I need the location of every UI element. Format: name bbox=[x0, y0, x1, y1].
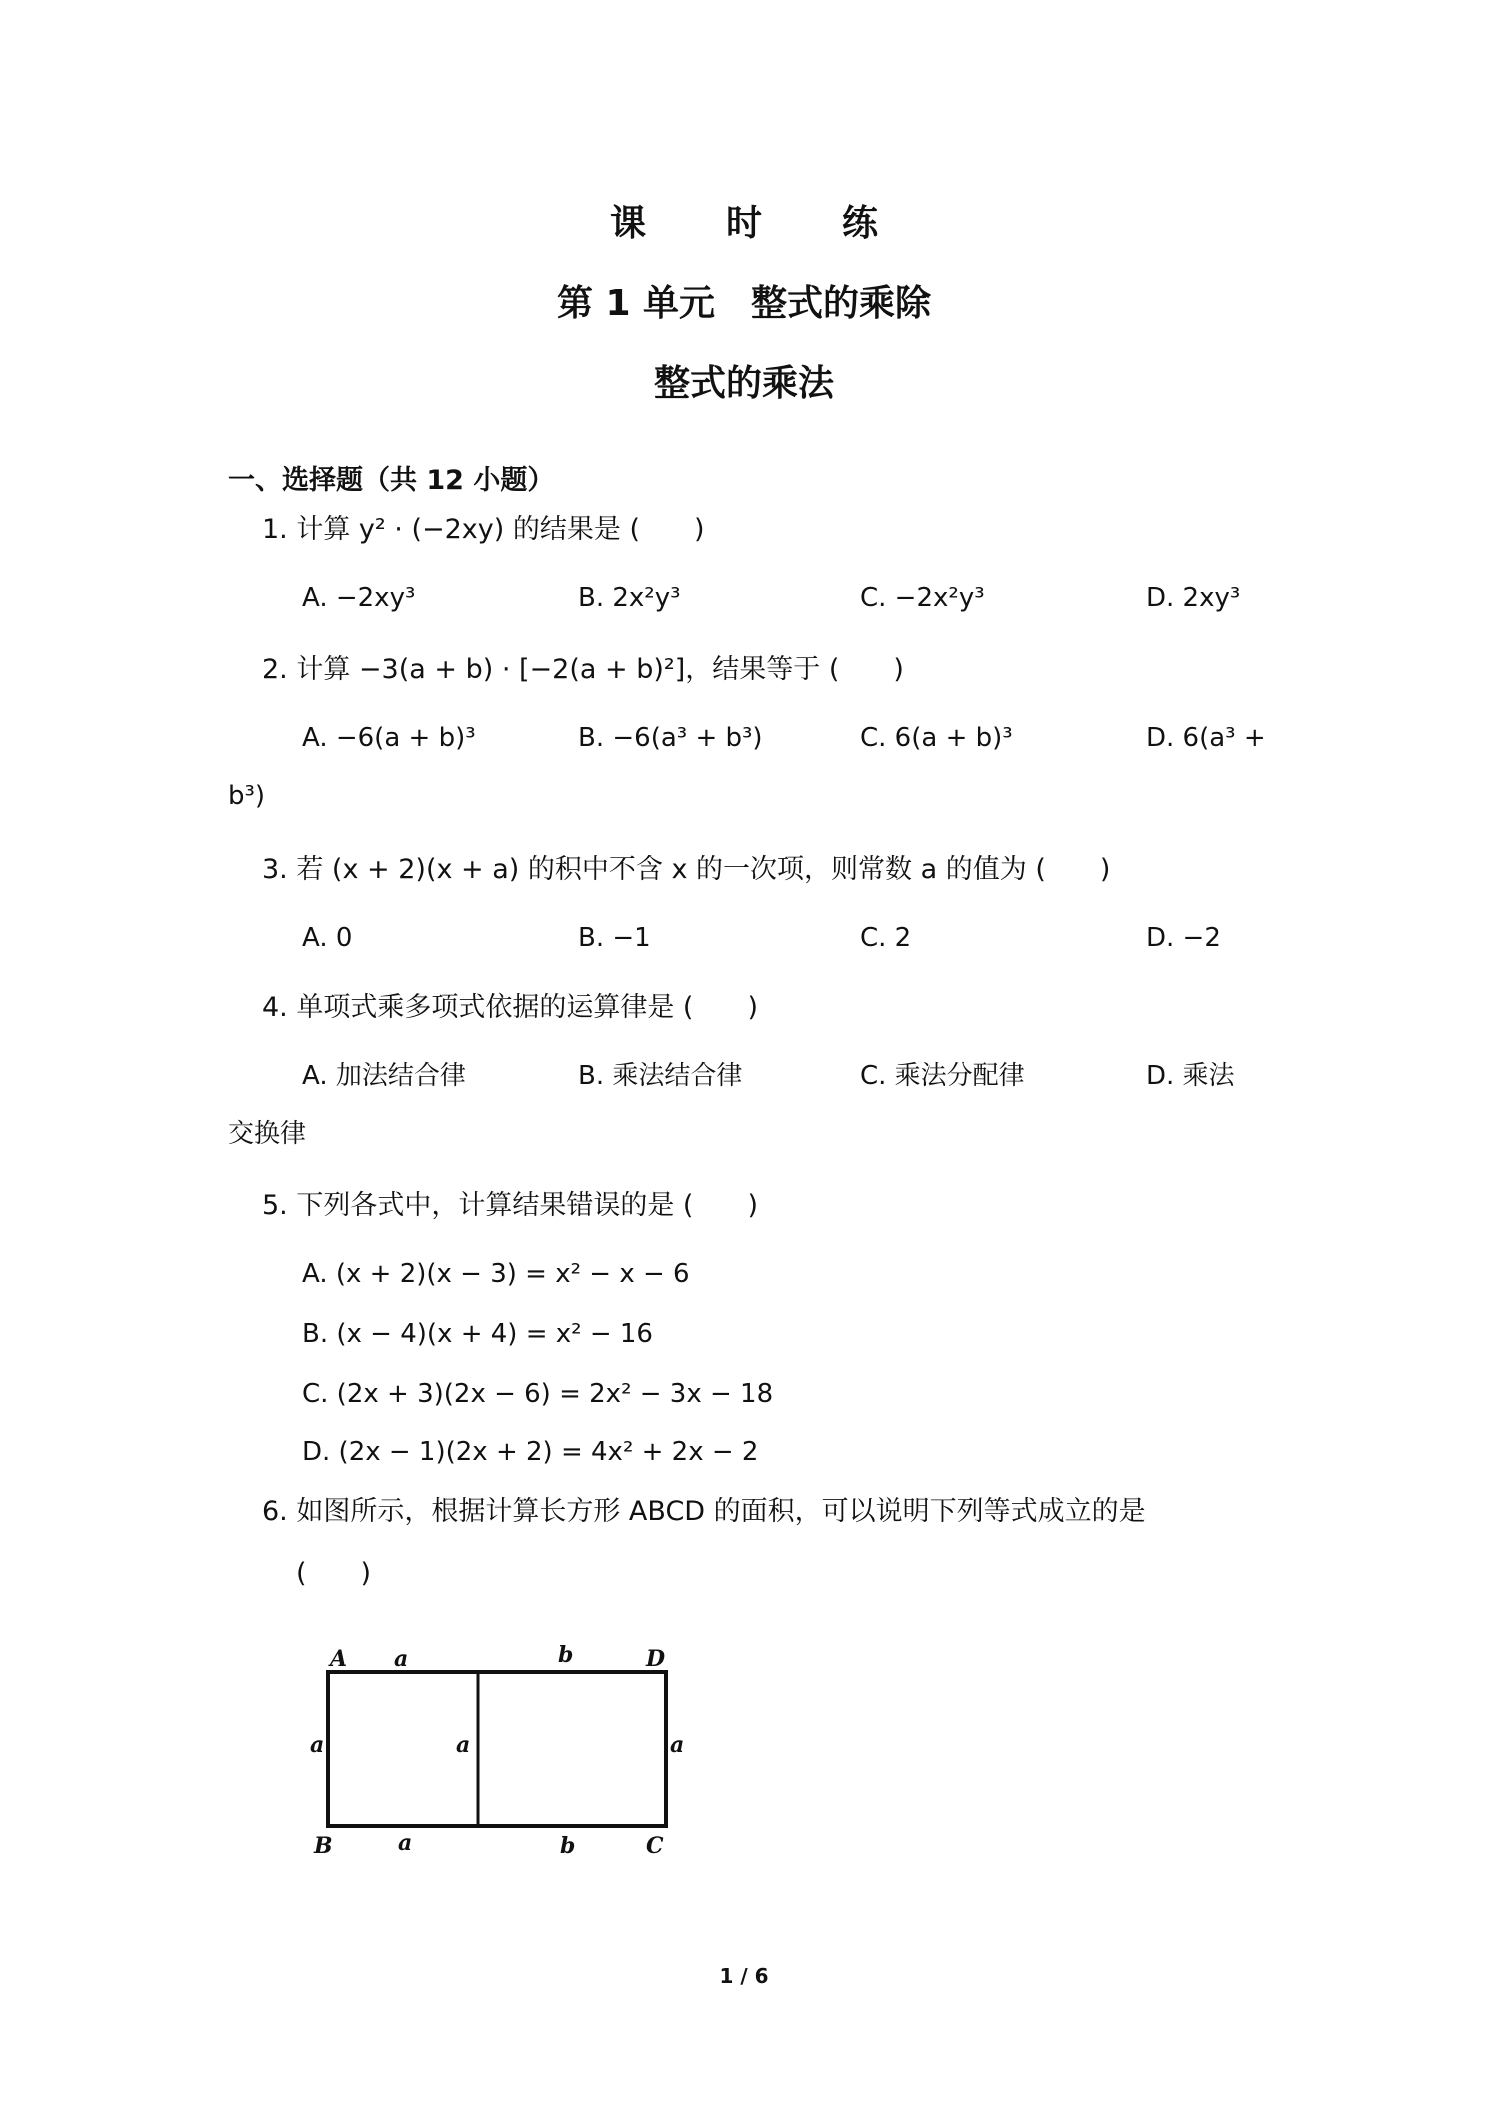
question-2-stem: 2. 计算 −3(a + b) · [−2(a + b)²]，结果等于 ( ) bbox=[262, 654, 904, 685]
question-2-option-b: B. −6(a³ + b³) bbox=[578, 723, 763, 753]
top-a-label: a bbox=[394, 1646, 409, 1672]
bottom-b-label: b bbox=[560, 1833, 576, 1859]
outer-rectangle bbox=[328, 1672, 666, 1826]
right-a-label: a bbox=[670, 1732, 685, 1758]
lesson-title: 整式的乘法 bbox=[653, 363, 834, 404]
question-5-option-c: C. (2x + 3)(2x − 6) = 2x² − 3x − 18 bbox=[302, 1379, 774, 1409]
mid-a-label: a bbox=[456, 1732, 471, 1758]
question-3-option-c: C. 2 bbox=[860, 923, 912, 953]
left-a-label: a bbox=[310, 1732, 325, 1758]
question-5-option-d: D. (2x − 1)(2x + 2) = 4x² + 2x − 2 bbox=[302, 1437, 759, 1467]
question-5-option-a: A. (x + 2)(x − 3) = x² − x − 6 bbox=[302, 1259, 690, 1289]
rectangle-abcd-figure bbox=[300, 1628, 700, 1872]
question-1-option-a: A. −2xy³ bbox=[302, 583, 416, 613]
question-3-option-a: A. 0 bbox=[302, 923, 353, 953]
corner-a-label: A bbox=[330, 1646, 348, 1672]
question-3-option-b: B. −1 bbox=[578, 923, 651, 953]
question-1-option-b: B. 2x²y³ bbox=[578, 583, 681, 613]
question-4-option-d: D. 乘法 bbox=[1146, 1061, 1235, 1091]
question-4-option-a: A. 加法结合律 bbox=[302, 1061, 466, 1091]
question-4-stem: 4. 单项式乘多项式依据的运算律是 ( ) bbox=[262, 992, 758, 1023]
corner-c-label: C bbox=[646, 1833, 664, 1859]
question-1-stem: 1. 计算 y² · (−2xy) 的结果是 ( ) bbox=[262, 514, 705, 545]
unit-title: 第 1 单元 整式的乘除 bbox=[556, 283, 932, 324]
doc-title: 课 时 练 bbox=[609, 203, 900, 244]
question-1-option-d: D. 2xy³ bbox=[1146, 583, 1241, 613]
question-4-option-d-wrap: 交换律 bbox=[228, 1119, 307, 1149]
question-2-option-d-wrap: b³) bbox=[228, 781, 266, 811]
question-5-stem: 5. 下列各式中，计算结果错误的是 ( ) bbox=[262, 1190, 758, 1221]
top-b-label: b bbox=[558, 1642, 574, 1668]
question-2-option-d: D. 6(a³ + bbox=[1146, 723, 1266, 753]
section-heading: 一、选择题（共 12 小题） bbox=[228, 465, 555, 496]
question-6-answer-blank: ( ) bbox=[296, 1558, 372, 1589]
rectangle-diagram bbox=[300, 1628, 700, 1868]
bottom-a-label: a bbox=[398, 1830, 413, 1856]
question-3-stem: 3. 若 (x + 2)(x + a) 的积中不含 x 的一次项，则常数 a 的值为 ( ) bbox=[262, 854, 1111, 885]
question-6-stem: 6. 如图所示，根据计算长方形 ABCD 的面积，可以说明下列等式成立的是 bbox=[262, 1496, 1146, 1527]
question-3-option-d: D. −2 bbox=[1146, 923, 1221, 953]
question-4-option-b: B. 乘法结合律 bbox=[578, 1061, 743, 1091]
page-number: 1 / 6 bbox=[719, 1964, 769, 1988]
question-2-option-a: A. −6(a + b)³ bbox=[302, 723, 476, 753]
question-4-option-c: C. 乘法分配律 bbox=[860, 1061, 1025, 1091]
corner-d-label: D bbox=[646, 1646, 666, 1672]
question-5-option-b: B. (x − 4)(x + 4) = x² − 16 bbox=[302, 1319, 653, 1349]
question-2-option-c: C. 6(a + b)³ bbox=[860, 723, 1013, 753]
question-1-option-c: C. −2x²y³ bbox=[860, 583, 985, 613]
corner-b-label: B bbox=[314, 1833, 333, 1859]
